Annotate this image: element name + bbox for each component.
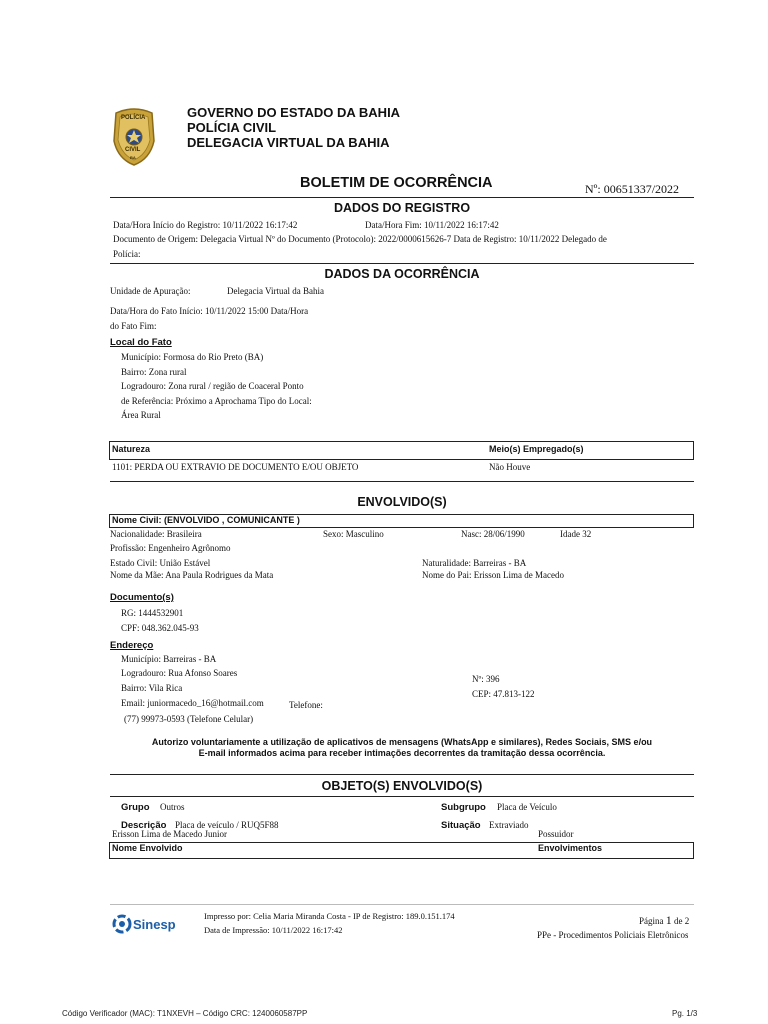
registro-documento: Documento de Origem: Delegacia Virtual Nº do Documento (Protocolo): 2022/0000615626-7 Data de Registro: 10/11/2022 Delegado de <box>113 234 607 244</box>
natureza-header: Natureza <box>112 444 151 454</box>
natureza-header-box <box>109 441 694 460</box>
section-title-envolvidos: ENVOLVIDO(S) <box>357 495 447 509</box>
col-envolvimentos: Envolvimentos <box>538 843 603 853</box>
nome-civil: Nome Civil: (ENVOLVIDO , COMUNICANTE ) <box>112 515 300 525</box>
nacionalidade: Nacionalidade: Brasileira <box>110 529 202 539</box>
local-tipo: Área Rural <box>121 410 161 420</box>
registro-inicio: Data/Hora Início do Registro: 10/11/2022 16:17:42 <box>113 220 298 230</box>
divider <box>110 796 694 797</box>
divider <box>110 197 694 198</box>
profissao: Profissão: Engenheiro Agrônomo <box>110 543 231 553</box>
subgrupo-label: Subgrupo <box>441 802 486 813</box>
codigo-verificador: Código Verificador (MAC): T1NXEVH – Código CRC: 1240060587PP <box>62 1009 308 1018</box>
org-line-1: GOVERNO DO ESTADO DA BAHIA <box>187 105 401 120</box>
badge-top-text: POLÍCIA <box>121 115 146 121</box>
autorizo-line-1: Autorizo voluntariamente a utilização de aplicativos de mensagens (WhatsApp e similares), Redes Sociais, SMS e/ou <box>151 737 653 747</box>
idade: Idade 32 <box>560 529 592 539</box>
nome-pai: Nome do Pai: Erisson Lima de Macedo <box>422 570 564 580</box>
page-indicator: Pg. 1/3 <box>672 1009 698 1018</box>
autorizo-line-2: E-mail informados acima para receber intimações decorrentes da tramitação dessa ocorrência. <box>198 748 606 758</box>
badge-bottom-text: CIVIL <box>125 147 141 153</box>
badge-state-text: BA <box>130 155 136 160</box>
local-title: Local do Fato <box>110 337 172 348</box>
grupo-value: Outros <box>160 802 185 812</box>
org-line-2: POLÍCIA CIVIL <box>187 120 277 135</box>
local-municipio: Município: Formosa do Rio Preto (BA) <box>121 352 264 362</box>
footer-divider <box>110 904 694 905</box>
data-impressao: Data de Impressão: 10/11/2022 16:17:42 <box>204 925 343 935</box>
meio-value: Não Houve <box>489 462 531 472</box>
endereco-numero: Nº: 396 <box>472 674 500 684</box>
pagina-info <box>639 913 689 928</box>
envolvidos-table-box <box>109 842 694 859</box>
pagina-number: 1 <box>665 913 672 927</box>
impresso-por: Impresso por: Celia Maria Miranda Costa - IP de Registro: 189.0.151.174 <box>204 911 455 921</box>
sinesp-logo-text: Sinesp <box>133 917 176 932</box>
documento-rg: RG: 1444532901 <box>121 608 184 618</box>
section-title-objetos: OBJETO(S) ENVOLVIDO(S) <box>321 779 483 793</box>
envolvido-nome: Erisson Lima de Macedo Junior <box>112 829 227 839</box>
documentos-title: Documento(s) <box>110 592 174 603</box>
documento-cpf: CPF: 048.362.045-93 <box>121 623 199 633</box>
envolvido-papel: Possuidor <box>538 829 574 839</box>
nascimento: Nasc: 28/06/1990 <box>461 529 525 539</box>
endereco-telefone-label: Telefone: <box>289 700 323 710</box>
section-title-ocorrencia: DADOS DA OCORRÊNCIA <box>324 267 480 281</box>
local-referencia: de Referência: Próximo a Aprochama Tipo do Local: <box>121 396 312 406</box>
divider <box>110 263 694 264</box>
endereco-telefone: (77) 99973-0593 (Telefone Celular) <box>124 714 254 724</box>
meio-header: Meio(s) Empregado(s) <box>489 444 584 454</box>
estado-civil: Estado Civil: União Estável <box>110 558 211 568</box>
pagina-total: de 2 <box>674 916 690 926</box>
natureza-value: 1101: PERDA OU EXTRAVIO DE DOCUMENTO E/OU OBJETO <box>112 462 359 472</box>
descricao-label: Descrição <box>121 820 167 831</box>
police-badge <box>110 107 158 167</box>
endereco-title: Endereço <box>110 640 154 651</box>
endereco-municipio: Município: Barreiras - BA <box>121 654 217 664</box>
fato-data-line2: do Fato Fim: <box>110 321 157 331</box>
local-bairro: Bairro: Zona rural <box>121 367 187 377</box>
registro-fim: Data/Hora Fim: 10/11/2022 16:17:42 <box>365 220 499 230</box>
section-title-registro: DADOS DO REGISTRO <box>333 201 471 215</box>
endereco-bairro: Bairro: Vila Rica <box>121 683 183 693</box>
document-title: BOLETIM DE OCORRÊNCIA <box>300 175 493 191</box>
org-line-3: DELEGACIA VIRTUAL DA BAHIA <box>187 135 390 150</box>
fato-data-line1: Data/Hora do Fato Início: 10/11/2022 15:00 Data/Hora <box>110 306 309 316</box>
naturalidade: Naturalidade: Barreiras - BA <box>422 558 527 568</box>
nome-mae: Nome da Mãe: Ana Paula Rodrigues da Mata <box>110 570 274 580</box>
endereco-email: Email: juniormacedo_16@hotmail.com <box>121 698 264 708</box>
divider <box>110 481 694 482</box>
grupo-label: Grupo <box>121 802 150 813</box>
situacao-value: Extraviado <box>489 820 529 830</box>
document-number: Nº: 00651337/2022 <box>585 182 680 196</box>
unidade-value: Delegacia Virtual da Bahia <box>227 286 325 296</box>
subgrupo-value: Placa de Veículo <box>497 802 557 812</box>
sinesp-logo <box>112 912 188 938</box>
sexo: Sexo: Masculino <box>323 529 384 539</box>
registro-delegado: Polícia: <box>113 249 141 259</box>
local-logradouro: Logradouro: Zona rural / região de Coaceral Ponto <box>121 381 304 391</box>
ppe-label: PPe - Procedimentos Policiais Eletrônicos <box>537 930 689 940</box>
endereco-cep: CEP: 47.813-122 <box>472 689 535 699</box>
endereco-logradouro: Logradouro: Rua Afonso Soares <box>121 668 238 678</box>
pagina-label: Página <box>639 916 664 926</box>
situacao-label: Situação <box>441 820 481 831</box>
col-nome-envolvido: Nome Envolvido <box>112 843 183 853</box>
divider <box>110 774 694 775</box>
unidade-label: Unidade de Apuração: <box>110 286 191 296</box>
descricao-value: Placa de veículo / RUQ5F88 <box>175 820 279 830</box>
